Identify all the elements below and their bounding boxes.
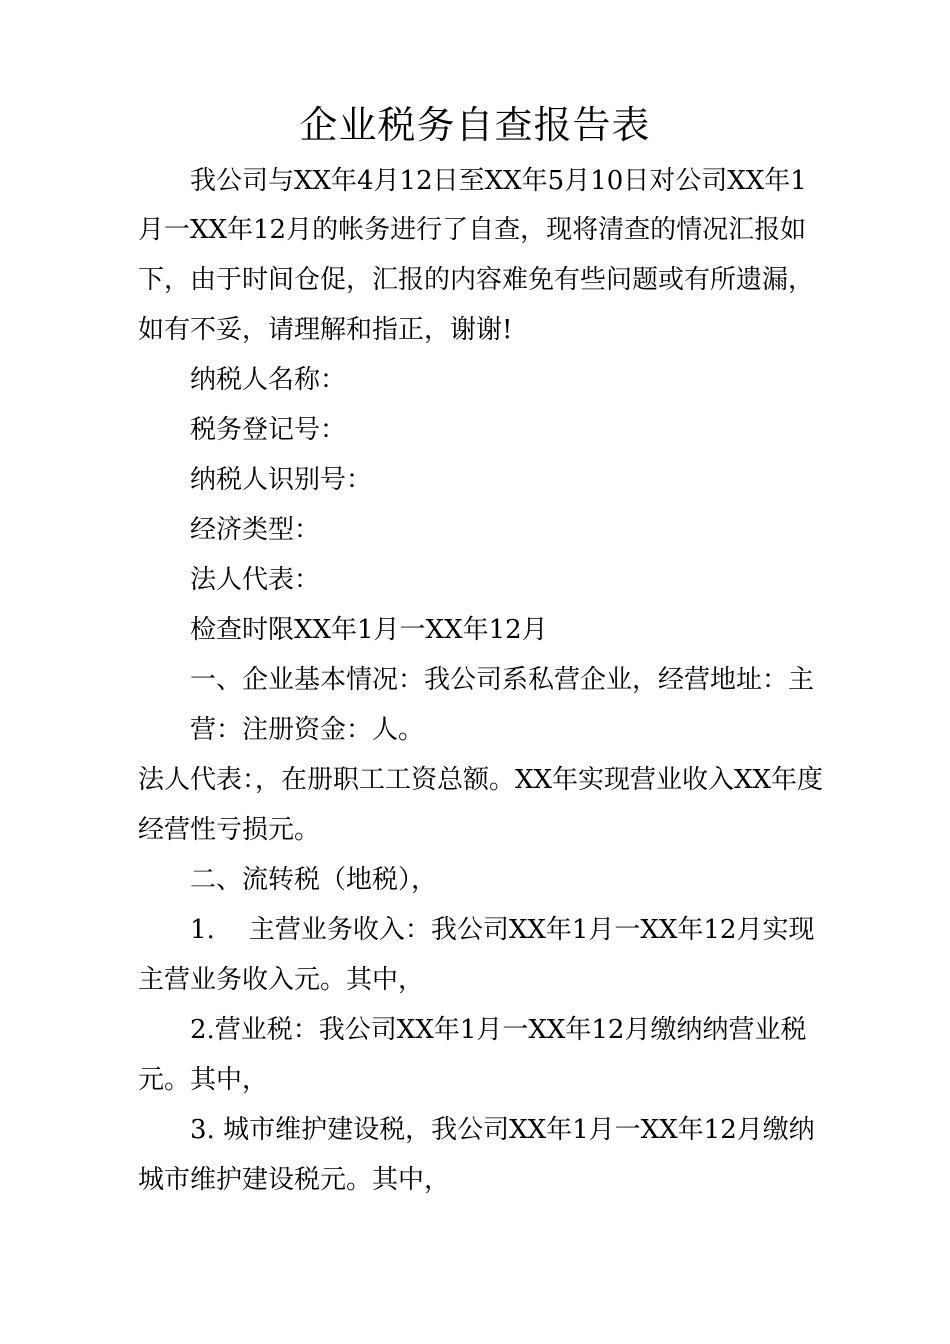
economic-type-label: 经济类型： [190, 515, 321, 545]
item-1-number: 1. [190, 915, 215, 945]
item-1-line-2: 主营业务收入元。其中， [138, 965, 425, 995]
taxpayer-id-label: 纳税人识别号： [190, 465, 373, 495]
inspection-period: 检查时限XX年1月一XX年12月 [190, 615, 548, 645]
intro-line-3: 下，由于时间仓促，汇报的内容难免有些问题或有所遗漏， [138, 265, 815, 295]
document-title: 企业税务自查报告表 [299, 103, 651, 147]
tax-registration-label: 税务登记号： [190, 415, 347, 445]
section-1-line-4: 经营性亏损元。 [138, 815, 321, 845]
intro-line-1: 我公司与XX年4月12日至XX年5月10日对公司XX年1 [190, 166, 807, 196]
taxpayer-name-label: 纳税人名称： [190, 365, 347, 395]
section-1-line-1: 一、企业基本情况：我公司系私营企业，经营地址：主 [190, 665, 815, 695]
item-1-text: 主营业务收入：我公司XX年1月一XX年12月实现 [248, 915, 815, 945]
intro-line-2: 月一XX年12月的帐务进行了自查，现将清查的情况汇报如 [138, 215, 807, 245]
section-1-line-2: 营：注册资金：人。 [190, 715, 425, 745]
section-2-heading: 二、流转税（地税）， [190, 865, 438, 895]
item-2-line-2: 元。其中， [138, 1065, 269, 1095]
item-2-line-1: 2.营业税：我公司XX年1月一XX年12月缴纳纳营业税 [190, 1015, 807, 1045]
intro-line-4: 如有不妥，请理解和指正，谢谢! [138, 315, 513, 345]
item-3-line-1: 3. 城市维护建设税，我公司XX年1月一XX年12月缴纳 [190, 1115, 815, 1145]
item-1-line-1 [190, 912, 814, 948]
item-3-line-2: 城市维护建设税元。其中， [138, 1165, 451, 1195]
section-1-line-3: 法人代表：，在册职工工资总额。XX年实现营业收入XX年度 [138, 765, 824, 795]
legal-rep-label: 法人代表： [190, 565, 321, 595]
